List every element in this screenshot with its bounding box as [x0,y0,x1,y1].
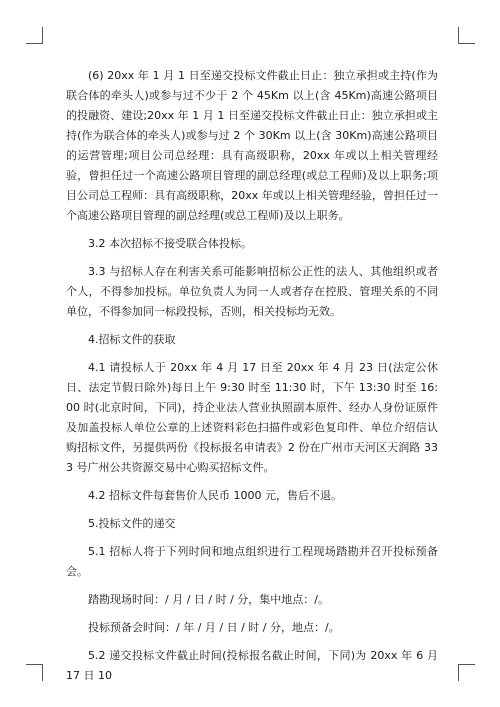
crop-mark-bottom-right [458,664,475,681]
paragraph-3-3: 3.3 与招标人存在利害关系可能影响招标公正性的法人、其他组织或者个人，不得参加投标。单位负责人为同一人或者存在控股、管理关系的不同单位，不得参加同一标段投标，否则，相关投标均无效。 [66,265,438,318]
paragraph-5-1: 5.1 招标人将于下列时间和地点组织进行工程现场踏勘并召开投标预备会。 [66,545,438,578]
crop-mark-top-left [26,27,43,44]
paragraph-qualification-6: (6) 20xx 年 1 月 1 日至递交投标文件截止日止：独立承担或主持(作为联合体的牵头人)或参与过不少于 2 个 45Km 以上(含 45Km)高速公路项目的投融资、建设;20xx 年 1 月 1 日至递交投标文件截止日止：独立承担或主持(作为联合体的牵头人)或参与过 2 个 30Km 以上(含 30Km)高速公路项目的运营管理;项目公司总经理：具有高级职称，20xx 年或以上相关管理经验，曾担任过一个高速公路项目管理的副总经理(或总工程师)及以上职务;项目公司总工程师：具有高级职称，20xx 年或以上相关管理经验，曾担任过一个高速公路项目管理的副总经理(或总工程师)及以上职务。 [66,69,438,222]
site-visit-time: 踏勘现场时间：/ 月 / 日 / 时 / 分，集中地点：/。 [88,593,330,606]
section-heading-4: 4.招标文件的获取 [88,333,176,346]
section-heading-5: 5.投标文件的递交 [88,517,176,530]
paragraph-5-2: 5.2 递交投标文件截止时间(投标报名截止时间，下同)为 20xx 年 6 月 17 日 10 [66,649,438,682]
paragraph-4-2: 4.2 招标文件每套售价人民币 1000 元，售后不退。 [88,489,342,502]
pre-bid-meeting-time: 投标预备会时间：/ 年 / 月 / 日 / 时 / 分，地点：/。 [88,621,340,634]
crop-mark-bottom-left [26,664,43,681]
paragraph-4-1: 4.1 请投标人于 20xx 年 4 月 17 日至 20xx 年 4 月 23 日(法定公休日、法定节假日除外)每日上午 9:30 时至 11:30 时，下午 13:30 时至 16:00 时(北京时间，下同)，持企业法人营业执照副本原件、经办人身份证原件及加盖投标人单位公章的上述资料彩色扫描件或彩色复印件、单位介绍信认购招标文件，另提供两份《投标报名申请表》2 份在广州市天河区天润路 333 号广州公共资源交易中心购买招标文件。 [66,361,438,474]
crop-mark-top-right [458,27,475,44]
document-body [66,66,438,686]
paragraph-3-2: 3.2 本次招标不接受联合体投标。 [88,237,252,250]
